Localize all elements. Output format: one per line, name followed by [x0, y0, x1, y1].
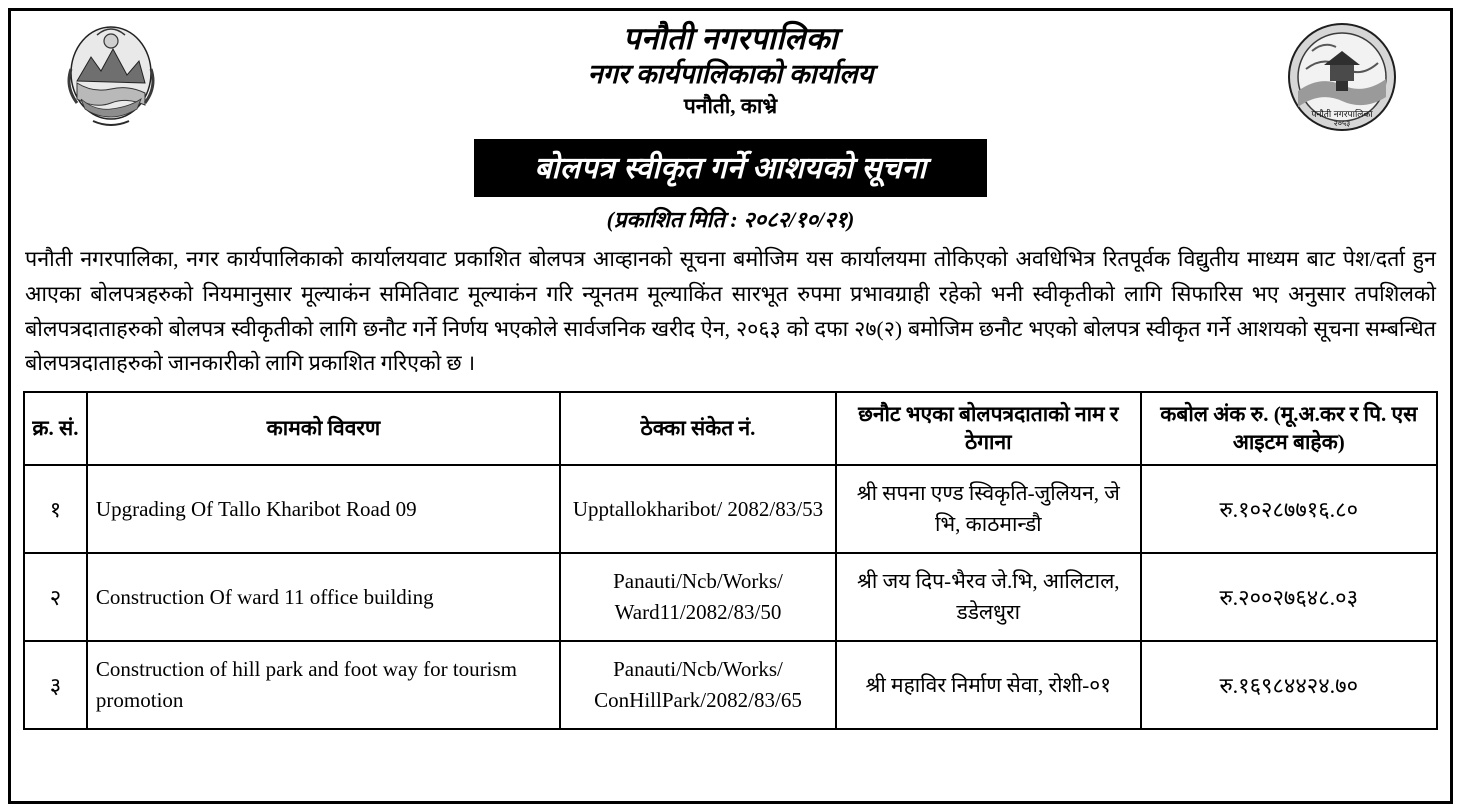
panauti-municipality-logo: [1286, 21, 1398, 138]
row-contract-code: Panauti/Ncb/Works/ ConHillPark/2082/83/65: [560, 641, 836, 729]
table-header-sn: क्र. सं.: [24, 392, 87, 465]
office-address: पनौती, काभ्रे: [683, 93, 778, 118]
table-header-description: कामको विवरण: [87, 392, 560, 465]
row-serial-number: ३: [24, 641, 87, 729]
table-header-amount: कबोल अंक रु. (मू.अ.कर र पि. एस आइटम बाहेक): [1141, 392, 1437, 465]
document-header: [23, 17, 1438, 137]
row-serial-number: १: [24, 465, 87, 553]
row-work-description: Upgrading Of Tallo Kharibot Road 09: [87, 465, 560, 553]
table-row: [24, 641, 1437, 729]
organization-name: पनौती नगरपालिका: [622, 21, 839, 56]
table-header-bidder: छनौट भएका बोलपत्रदाताको नाम र ठेगाना: [836, 392, 1141, 465]
row-bid-amount: रु.१०२८७७१६.८०: [1141, 465, 1437, 553]
row-contract-code: Panauti/Ncb/Works/ Ward11/2082/83/50: [560, 553, 836, 641]
bid-results-table: [23, 391, 1438, 730]
notice-body-text: पनौती नगरपालिका, नगर कार्यपालिकाको कार्यालयवाट प्रकाशित बोलपत्र आव्हानको सूचना बमोजिम यस कार्यालयमा तोकिएको अवधिभित्र रितपूर्वक विद्युतीय माध्यम बाट पेश/दर्ता हुन आएका बोलपत्रहरुको नियमानुसार मूल्याकंन समितिवाट मूल्याकंन गरि न्यूनतम मूल्याकिंत सारभूत रुपमा प्रभावग्राही रहेको भनी स्वीकृतीको लागि सिफारिस भए अनुसार तपशिलको बोलपत्रदाताहरुको बोलपत्र स्वीकृतीको लागि छनौट गर्ने निर्णय भएकोले सार्वजनिक खरीद ऐन, २०६३ को दफा २७(२) बमोजिम छनौट भएको बोलपत्र स्वीकृत गर्ने आशयको सूचना सम्बन्धित बोलपत्रदाताहरुको जानकारीको लागि प्रकाशित गरिएको छ ।: [25, 247, 1436, 376]
document-content: [11, 11, 1450, 801]
row-bidder-name: श्री महाविर निर्माण सेवा, रोशी-०१: [836, 641, 1141, 729]
svg-text:२०५३: २०५३: [1333, 119, 1351, 128]
row-work-description: Construction of hill park and foot way for tourism promotion: [87, 641, 560, 729]
row-contract-code: Upptallokharibot/ 2082/83/53: [560, 465, 836, 553]
header-titles: [23, 17, 1438, 121]
row-bid-amount: रु.२००२७६४८.०३: [1141, 553, 1437, 641]
table-header-contract-code: ठेक्का संकेत नं.: [560, 392, 836, 465]
row-bidder-name: श्री जय दिप-भैरव जे.भि, आलिटाल, डडेलधुरा: [836, 553, 1141, 641]
nepal-government-emblem: [63, 21, 159, 138]
notice-title: बोलपत्र स्वीकृत गर्ने आशयको सूचना: [474, 139, 986, 197]
published-date: (प्रकाशित मिति : २०८२/१०/२१): [606, 207, 855, 232]
row-serial-number: २: [24, 553, 87, 641]
notice-title-wrap: [23, 139, 1438, 197]
table-row: [24, 465, 1437, 553]
row-work-description: Construction Of ward 11 office building: [87, 553, 560, 641]
row-bidder-name: श्री सपना एण्ड स्विकृति-जुलियन, जे भि, काठमान्डौ: [836, 465, 1141, 553]
office-name: नगर कार्यपालिकाको कार्यालय: [587, 58, 874, 89]
table-header-row: [24, 392, 1437, 465]
row-bid-amount: रु.१६९८४४२४.७०: [1141, 641, 1437, 729]
svg-text:पनौती नगरपालिका: पनौती नगरपालिका: [1311, 109, 1373, 119]
table-row: [24, 553, 1437, 641]
